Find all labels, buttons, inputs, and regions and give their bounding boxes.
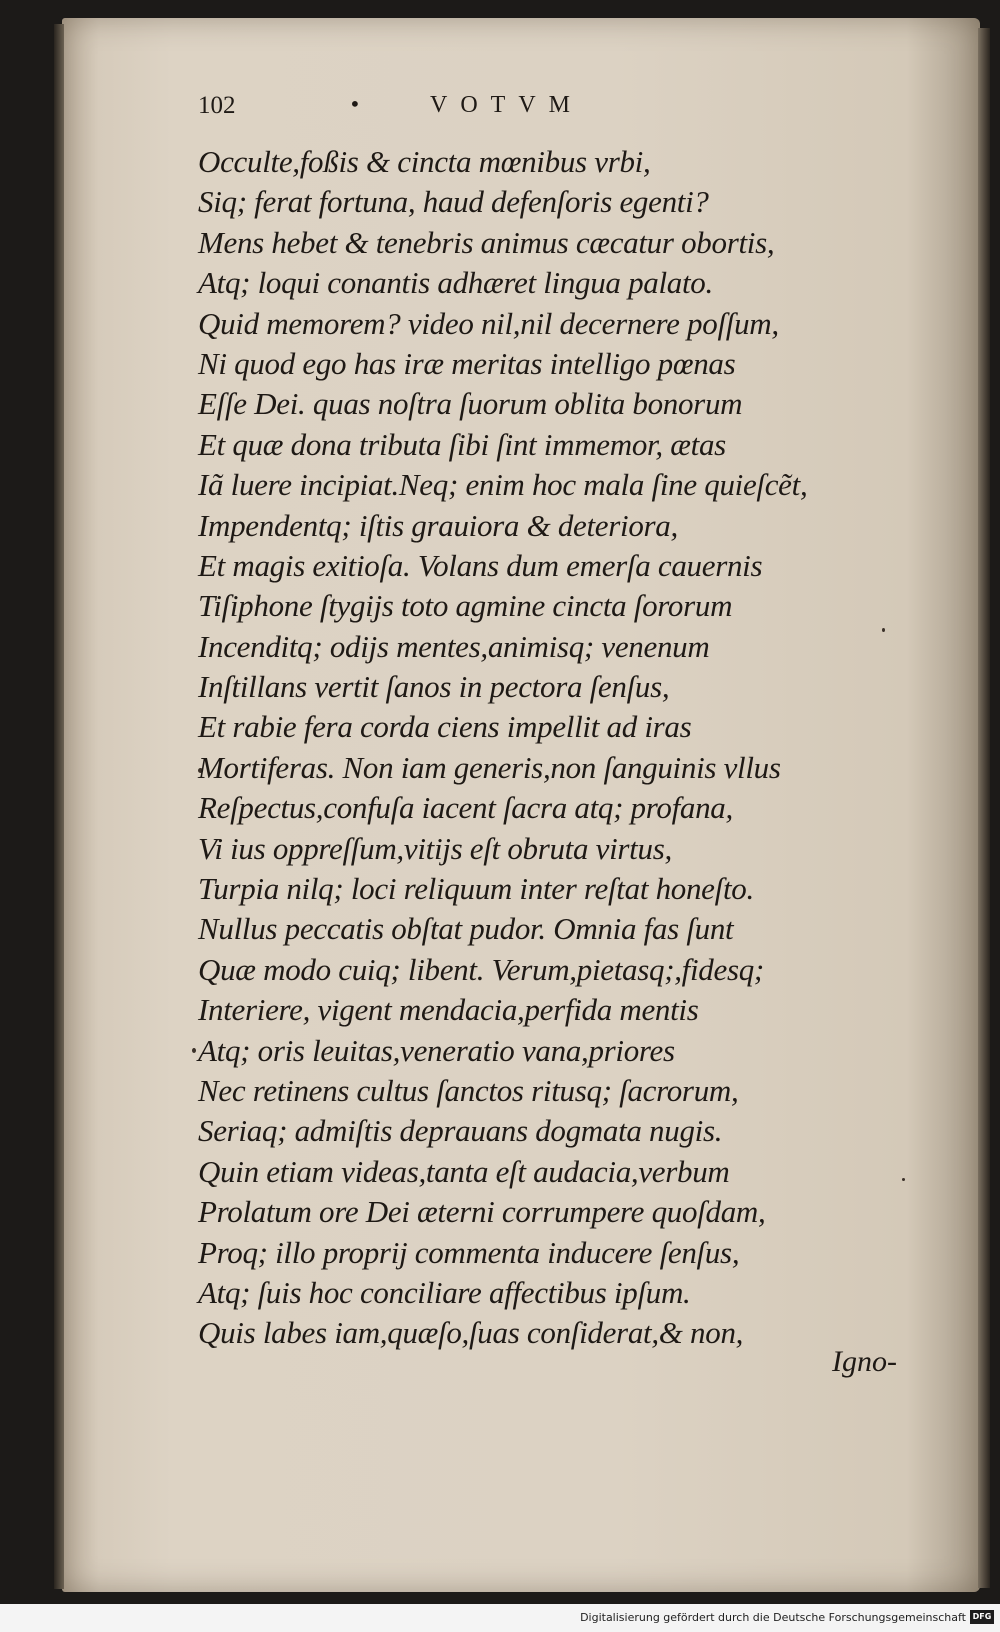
ink-speck [902,1178,905,1181]
page-number: 102 [198,92,236,119]
dfg-logo: DFG [970,1610,994,1624]
verse-line: Nullus peccatis obſtat pudor. Omnia fas ſunt [198,911,734,947]
catchword: Igno- [832,1345,897,1378]
verse-line: Incenditq; odijs mentes,animisq; venenum [198,628,710,664]
verse-line: Quæ modo cuiq; libent. Verum,pietasq;,fidesq; [198,951,764,987]
verse-line: Occulte,foßis & cincta mœnibus vrbi, [198,144,651,179]
digitization-footer [0,1604,1000,1632]
verse-line: Eſſe Dei. quas noſtra ſuorum oblita bonorum [198,386,743,422]
verse-line: Tiſiphone ſtygijs toto agmine cincta ſororum [198,588,733,624]
verse-line: Nec retinens cultus ſanctos ritusq; ſacrorum, [198,1072,739,1108]
verse-line: Mens hebet & tenebris animus cæcatur obortis, [198,224,775,260]
header-bullet: • [349,92,361,116]
verse-line: Vi ius oppreſſum,vitijs eſt obruta virtus, [198,830,672,866]
verse-line: Prolatum ore Dei æterni corrumpere quoſdam, [198,1194,766,1230]
verse-line: Et quæ dona tributa ſibi ſint immemor, ætas [198,426,726,462]
verse-line: Atq; loqui conantis adhæret lingua palato. [198,265,713,301]
verse-text [198,142,898,1354]
verse-line: Proq; illo proprij commenta inducere ſenſus, [198,1234,740,1270]
verse-line: Iã luere incipiat.Neq; enim hoc mala ſine quieſcẽt, [198,467,808,503]
verse-line: Reſpectus,confuſa iacent ſacra atq; profana, [198,790,733,826]
verse-line: Quis labes iam,quæſo,ſuas conſiderat,& non, [198,1315,744,1351]
funding-credit: Digitalisierung gefördert durch die Deutsche Forschungsgemeinschaft [580,1611,966,1624]
verse-line: Impendentq; iſtis grauiora & deteriora, [198,507,678,543]
page-gutter [54,24,64,1589]
verse-line: Interiere, vigent mendacia,perfida mentis [198,992,699,1028]
verse-line: Inſtillans vertit ſanos in pectora ſenſus, [198,669,670,705]
verse-line: Atq; oris leuitas,veneratio vana,priores [198,1032,675,1068]
verse-line: Ni quod ego has iræ meritas intelligo pœnas [198,345,736,381]
ink-speck [192,1048,196,1053]
verse-line: Seriaq; admiſtis deprauans dogmata nugis. [198,1113,723,1149]
verse-line: Turpia nilq; loci reliquum inter reſtat honeſto. [198,871,754,907]
verse-line: Quid memorem? video nil,nil decernere poſſum, [198,305,779,341]
verse-line: Quin etiam videas,tanta eſt audacia,verbum [198,1153,730,1189]
verse-line: Atq; ſuis hoc conciliare affectibus ipſum. [198,1274,691,1310]
verse-line: Mortiferas. Non iam generis,non ſanguinis vllus [198,749,781,785]
verse-line: Siq; ferat fortuna, haud defenſoris egenti? [198,184,709,220]
verse-line: Et magis exitioſa. Volans dum emerſa cauernis [198,547,763,583]
page-fore-edge [978,28,990,1588]
verse-line: Et rabie fera corda ciens impellit ad iras [198,709,692,745]
page-header [198,92,758,132]
running-title: VOTVM [430,92,583,118]
